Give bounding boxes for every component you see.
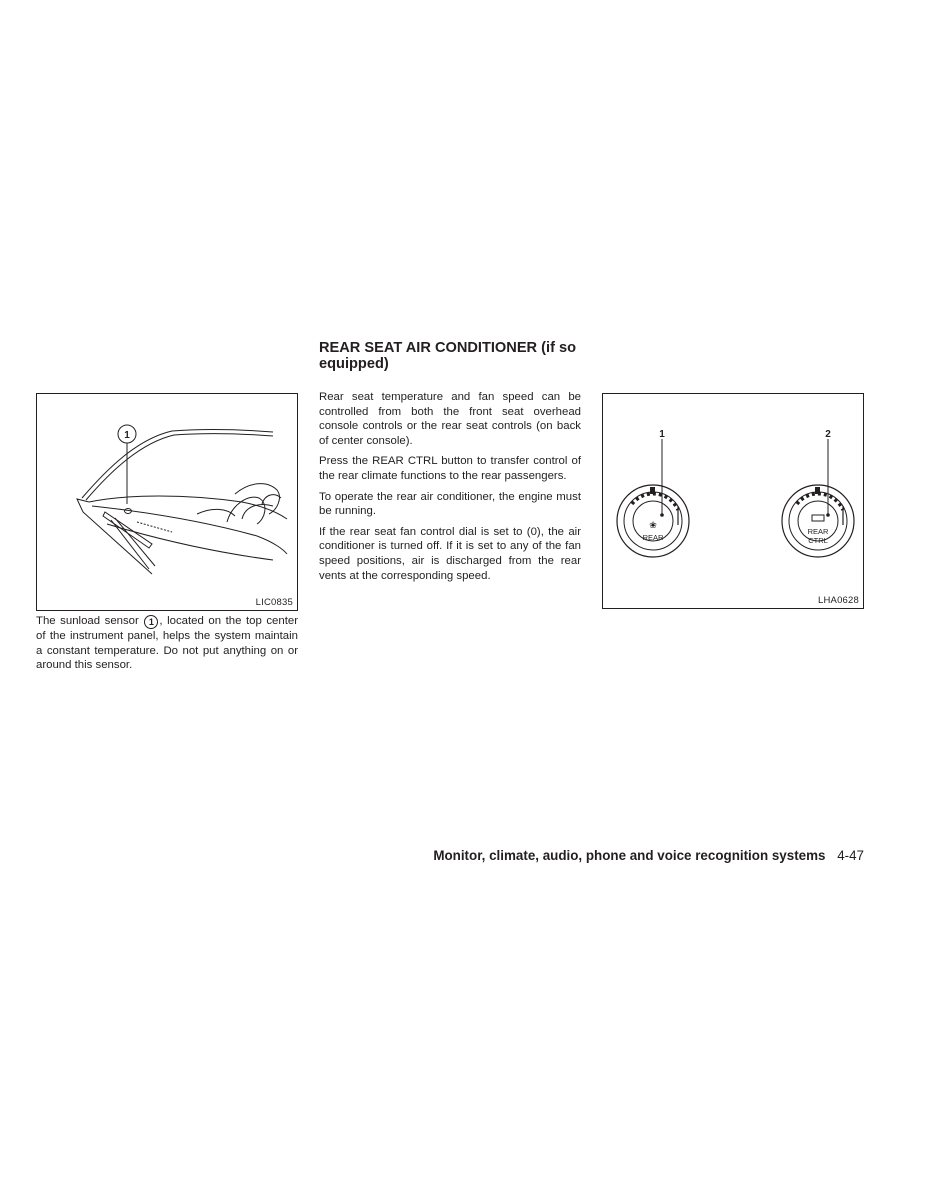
callout-2-label: 2	[825, 429, 831, 440]
figure-code: LIC0835	[255, 597, 293, 608]
paragraph: If the rear seat fan control dial is set to (0), the air conditioner is turned off. If it is set to any of the fan speed positions, air is discharged from the rear vents at the corresponding speed.	[319, 525, 581, 582]
rear-ac-description	[319, 390, 581, 589]
paragraph: To operate the rear air conditioner, the engine must be running.	[319, 490, 581, 518]
dashboard-illustration	[37, 394, 297, 610]
page-footer	[433, 848, 864, 863]
knob-1-indicator	[650, 487, 655, 494]
sunload-sensor-figure	[36, 393, 298, 611]
knob-2-label-line2: CTRL	[808, 536, 828, 545]
paragraph: Press the REAR CTRL button to transfer control of the rear climate functions to the rear passengers.	[319, 455, 581, 482]
paragraph: Rear seat temperature and fan speed can be controlled from both the front seat overhead console controls or the rear seat controls (on back of center console).	[319, 391, 581, 447]
callout-1-label: 1	[659, 429, 665, 440]
page-number: 4-47	[837, 848, 864, 863]
callout-1-label: 1	[124, 430, 130, 441]
rear-knobs-illustration	[603, 394, 863, 608]
rear-controls-figure	[602, 393, 864, 609]
circled-number-1: 1	[144, 615, 158, 629]
knob-1-label: REAR	[642, 533, 664, 542]
figure-code: LHA0628	[817, 595, 859, 606]
knob-2-label-line1: REAR	[807, 527, 829, 536]
sunload-caption	[36, 614, 298, 673]
footer-section-title: Monitor, climate, audio, phone and voice recognition systems	[433, 848, 826, 863]
caption-text-after: , located on the top center of the instrument panel, helps the system maintain a constant temperature. Do not put anything on or around this sensor.	[36, 615, 299, 672]
knob-2-indicator	[815, 487, 820, 494]
fan-icon: ❀	[649, 520, 657, 530]
caption-text-before: The sunload sensor	[36, 615, 144, 627]
section-heading: REAR SEAT AIR CONDITIONER (if so equipped)	[319, 340, 577, 372]
